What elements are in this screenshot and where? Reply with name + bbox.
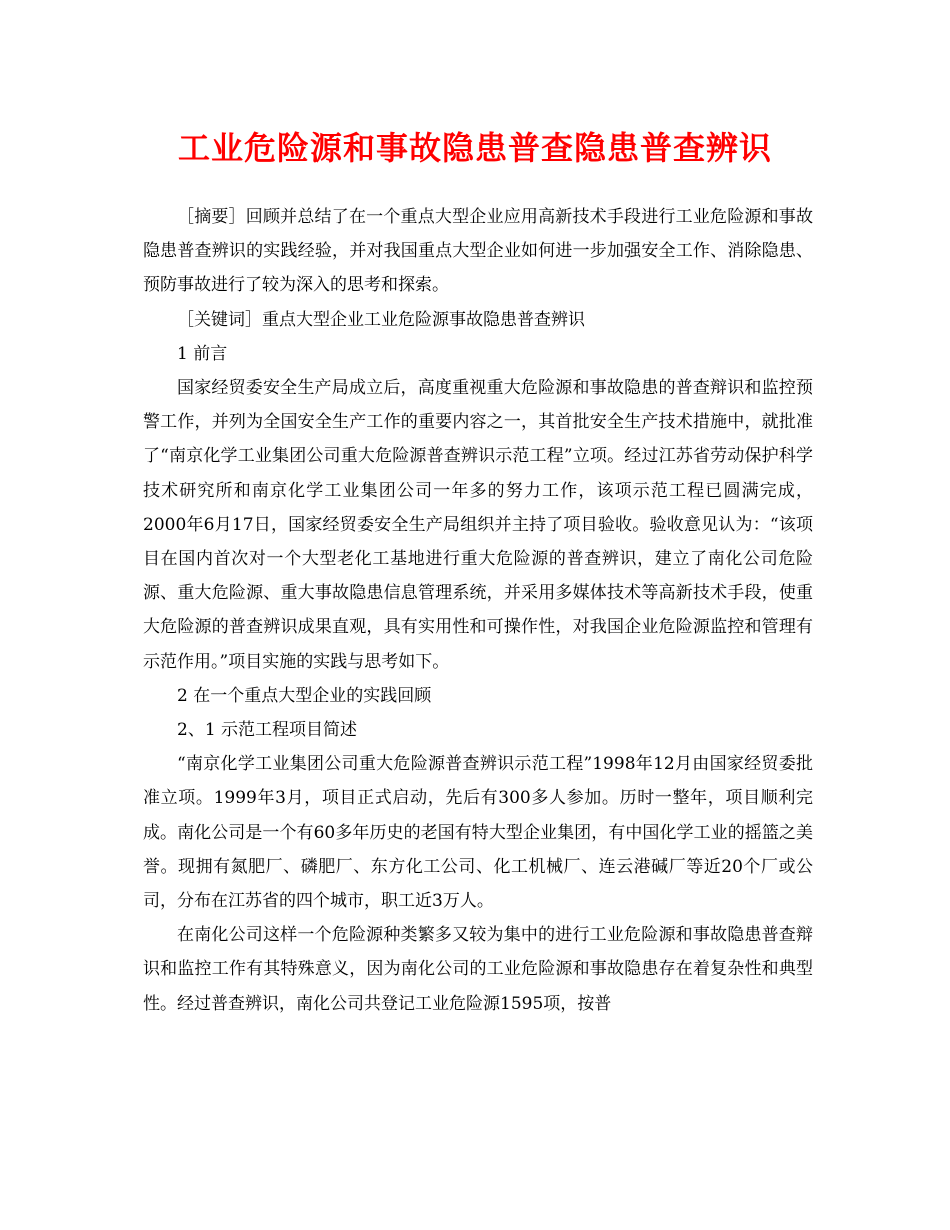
document-body bbox=[143, 200, 813, 1021]
body-paragraph: 国家经贸委安全生产局成立后，高度重视重大危险源和事故隐患的普查辩识和监控预警工作，并列为全国安全生产工作的重要内容之一，其首批安全生产技术措施中，就批准了“南京化学工业集团公司重大危险源普查辨识示范工程”立项。经过江苏省劳动保护科学技术研究所和南京化学工业集团公司一年多的努力工作，该项示范工程已圆满完成，2000年6月17日，国家经贸委安全生产局组织并主持了项目验收。验收意见认为：“该项目在国内首次对一个大型老化工基地进行重大危险源的普查辨识，建立了南化公司危险源、重大危险源、重大事故隐患信息管理系统，并采用多媒体技术等高新技术手段，使重大危险源的普查辨识成果直观，具有实用性和可操作性，对我国企业危险源监控和管理有示范作用。”项目实施的实践与思考如下。 bbox=[143, 378, 813, 672]
subsection-heading: 2、1 示范工程项目简述 bbox=[177, 720, 358, 741]
section-heading: 2 在一个重点大型企业的实践回顾 bbox=[177, 685, 432, 706]
body-paragraph: “南京化学工业集团公司重大危险源普查辨识示范工程”1998年12月由国家经贸委批准立项。1999年3月，项目正式启动，先后有300多人参加。历时一整年，项目顺利完成。南化公司是一个有60多年历史的老国有特大型企业集团，有中国化学工业的摇篮之美誉。现拥有氮肥厂、磷肥厂、东方化工公司、化工机械厂、连云港碱厂等近20个厂或公司，分布在江苏省的四个城市，职工近3万人。 bbox=[143, 754, 813, 912]
document-title: 工业危险源和事故隐患普查隐患普查辨识 bbox=[177, 129, 772, 167]
keywords-paragraph: ［关键词］重点大型企业工业危险源事故隐患普查辨识 bbox=[177, 309, 585, 330]
body-paragraph: 在南化公司这样一个危险源种类繁多又较为集中的进行工业危险源和事故隐患普查辩识和监控工作有其特殊意义，因为南化公司的工业危险源和事故隐患存在着复杂性和典型性。经过普查辨识，南化公司共登记工业危险源1595项，按普 bbox=[143, 925, 813, 1014]
abstract-paragraph: ［摘要］回顾并总结了在一个重点大型企业应用高新技术手段进行工业危险源和事故隐患普查辨识的实践经验，并对我国重点大型企业如何进一步加强安全工作、消除隐患、预防事故进行了较为深入的思考和探索。 bbox=[143, 207, 813, 296]
section-heading: 1 前言 bbox=[177, 343, 228, 364]
